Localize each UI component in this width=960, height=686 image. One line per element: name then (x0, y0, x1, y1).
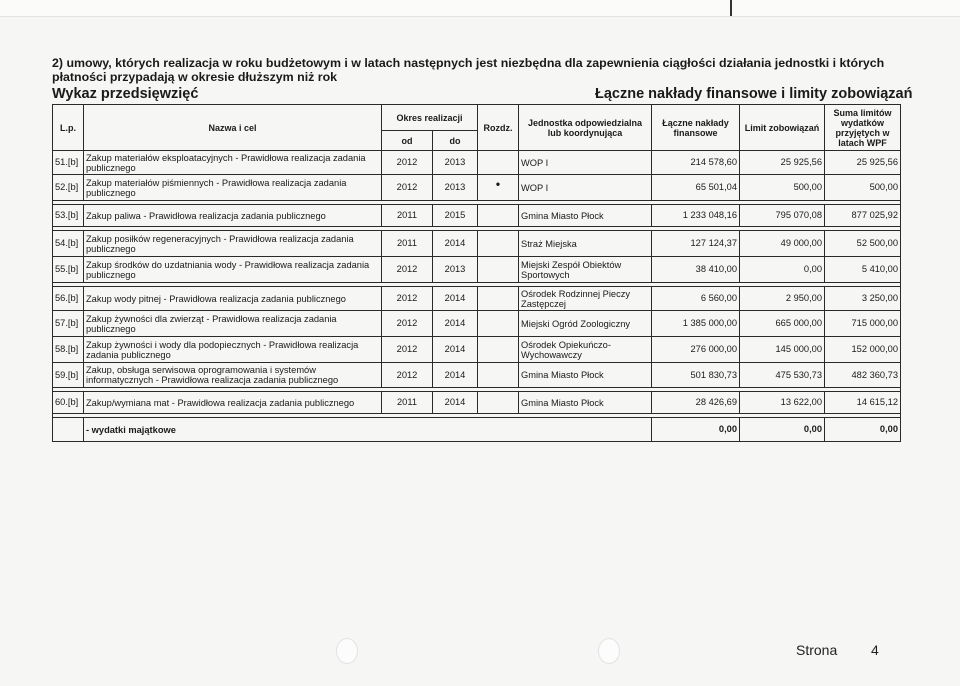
table-row (53, 311, 901, 337)
row-section: • (495, 176, 501, 191)
row-total: 1 233 048,16 (652, 205, 740, 227)
row-to: 2014 (433, 311, 478, 337)
row-limit: 665 000,00 (740, 311, 825, 337)
row-name: Zakup żywności i wody dla podopiecznych - Prawidłowa realizacja zadania publicznego (84, 337, 382, 363)
row-total: 127 124,37 (652, 231, 740, 257)
table-row (53, 287, 901, 311)
row-to: 2015 (433, 205, 478, 227)
row-unit: Ośrodek Rodzinnej Pieczy Zastępczej (519, 287, 652, 311)
row-unit: Straż Miejska (519, 231, 652, 257)
row-name: Zakup wody pitnej - Prawidłowa realizacja zadania publicznego (84, 287, 382, 311)
row-section (478, 257, 519, 283)
section-title-projects: Wykaz przedsięwzięć (52, 86, 199, 102)
row-section (478, 337, 519, 363)
row-lp: 59.[b] (53, 363, 84, 388)
punch-hole (598, 638, 620, 664)
footer-label: - wydatki majątkowe (84, 418, 652, 442)
row-name: Zakup, obsługa serwisowa oprogramowania i systemów informatycznych - Prawidłowa realizacja zadania publicznego (84, 363, 382, 388)
row-to: 2014 (433, 287, 478, 311)
row-limit: 500,00 (740, 175, 825, 201)
row-lp: 55.[b] (53, 257, 84, 283)
header-total: Łączne nakłady finansowe (652, 105, 740, 151)
row-total: 1 385 000,00 (652, 311, 740, 337)
row-unit: Ośrodek Opiekuńczo-Wychowawczy (519, 337, 652, 363)
header-lp: L.p. (53, 105, 84, 151)
table-row (53, 151, 901, 175)
footer-total: 0,00 (652, 418, 740, 442)
row-section (478, 205, 519, 227)
row-from: 2012 (382, 151, 433, 175)
table-row (53, 175, 901, 201)
row-sum: 5 410,00 (825, 257, 901, 283)
row-from: 2011 (382, 205, 433, 227)
row-from: 2012 (382, 175, 433, 201)
row-unit: WOP I (519, 175, 652, 201)
row-lp: 52.[b] (53, 175, 84, 201)
row-to: 2014 (433, 231, 478, 257)
row-unit: Gmina Miasto Płock (519, 392, 652, 414)
page-number: 4 (871, 642, 879, 658)
page-label: Strona (796, 642, 838, 658)
row-sum: 3 250,00 (825, 287, 901, 311)
binder-mark (730, 0, 732, 16)
row-to: 2014 (433, 337, 478, 363)
header-limit: Limit zobowiązań (740, 105, 825, 151)
header-to: do (433, 131, 478, 151)
row-lp: 60.[b] (53, 392, 84, 414)
row-from: 2012 (382, 287, 433, 311)
row-sum: 482 360,73 (825, 363, 901, 388)
row-limit: 145 000,00 (740, 337, 825, 363)
row-total: 6 560,00 (652, 287, 740, 311)
row-limit: 25 925,56 (740, 151, 825, 175)
row-name: Zakup posiłków regeneracyjnych - Prawidłowa realizacja zadania publicznego (84, 231, 382, 257)
row-unit: Miejski Ogród Zoologiczny (519, 311, 652, 337)
row-to: 2013 (433, 151, 478, 175)
row-lp: 53.[b] (53, 205, 84, 227)
page-top-edge (0, 0, 960, 17)
table-row (53, 205, 901, 227)
header-unit: Jednostka odpowiedzialna lub koordynująca (519, 105, 652, 151)
row-limit: 475 530,73 (740, 363, 825, 388)
table-row (53, 231, 901, 257)
row-lp: 56.[b] (53, 287, 84, 311)
header-from: od (382, 131, 433, 151)
row-sum: 152 000,00 (825, 337, 901, 363)
header-name: Nazwa i cel (84, 105, 382, 151)
document-heading: 2) umowy, których realizacja w roku budżetowym i w latach następnych jest niezbędna dla zapewnienia ciągłości działania jednostki i których płatności przypadają w okresie dłuższym niż rok (52, 56, 885, 84)
row-unit: Gmina Miasto Płock (519, 363, 652, 388)
row-to: 2014 (433, 392, 478, 414)
row-from: 2012 (382, 311, 433, 337)
row-from: 2012 (382, 363, 433, 388)
row-limit: 795 070,08 (740, 205, 825, 227)
row-total: 65 501,04 (652, 175, 740, 201)
projects-table (52, 104, 901, 442)
row-total: 501 830,73 (652, 363, 740, 388)
row-sum: 715 000,00 (825, 311, 901, 337)
row-from: 2011 (382, 392, 433, 414)
section-title-expenditures: Łączne nakłady finansowe i limity zobowiązań (595, 86, 913, 102)
row-limit: 49 000,00 (740, 231, 825, 257)
row-total: 38 410,00 (652, 257, 740, 283)
row-name: Zakup paliwa - Prawidłowa realizacja zadania publicznego (84, 205, 382, 227)
table-row (53, 363, 901, 388)
row-from: 2012 (382, 337, 433, 363)
row-section (478, 311, 519, 337)
row-sum: 14 615,12 (825, 392, 901, 414)
row-to: 2014 (433, 363, 478, 388)
row-from: 2011 (382, 231, 433, 257)
row-unit: Gmina Miasto Płock (519, 205, 652, 227)
row-sum: 52 500,00 (825, 231, 901, 257)
row-total: 28 426,69 (652, 392, 740, 414)
table-row (53, 337, 901, 363)
row-limit: 13 622,00 (740, 392, 825, 414)
row-lp: 51.[b] (53, 151, 84, 175)
row-name: Zakup żywności dla zwierząt - Prawidłowa realizacja zadania publicznego (84, 311, 382, 337)
row-total: 214 578,60 (652, 151, 740, 175)
punch-hole (336, 638, 358, 664)
row-section (478, 151, 519, 175)
row-sum: 877 025,92 (825, 205, 901, 227)
row-from: 2012 (382, 257, 433, 283)
row-name: Zakup materiałów eksploatacyjnych - Prawidłowa realizacja zadania publicznego (84, 151, 382, 175)
row-name: Zakup środków do uzdatniania wody - Prawidłowa realizacja zadania publicznego (84, 257, 382, 283)
row-sum: 25 925,56 (825, 151, 901, 175)
header-section: Rozdz. (478, 105, 519, 151)
row-sum: 500,00 (825, 175, 901, 201)
row-section (478, 363, 519, 388)
row-limit: 2 950,00 (740, 287, 825, 311)
row-unit: Miejski Zespół Obiektów Sportowych (519, 257, 652, 283)
row-to: 2013 (433, 175, 478, 201)
row-lp: 58.[b] (53, 337, 84, 363)
footer-row (53, 418, 901, 442)
row-lp: 54.[b] (53, 231, 84, 257)
footer-limit: 0,00 (740, 418, 825, 442)
table-row (53, 392, 901, 414)
row-section (478, 392, 519, 414)
row-section (478, 287, 519, 311)
header-period: Okres realizacji (382, 105, 478, 131)
footer-sum: 0,00 (825, 418, 901, 442)
row-total: 276 000,00 (652, 337, 740, 363)
table-row (53, 257, 901, 283)
header-sum: Suma limitów wydatków przyjętych w latach WPF (825, 105, 901, 151)
row-name: Zakup materiałów piśmiennych - Prawidłowa realizacja zadania publicznego (84, 175, 382, 201)
row-section (478, 231, 519, 257)
row-unit: WOP I (519, 151, 652, 175)
row-to: 2013 (433, 257, 478, 283)
row-lp: 57.[b] (53, 311, 84, 337)
row-limit: 0,00 (740, 257, 825, 283)
row-name: Zakup/wymiana mat - Prawidłowa realizacja zadania publicznego (84, 392, 382, 414)
